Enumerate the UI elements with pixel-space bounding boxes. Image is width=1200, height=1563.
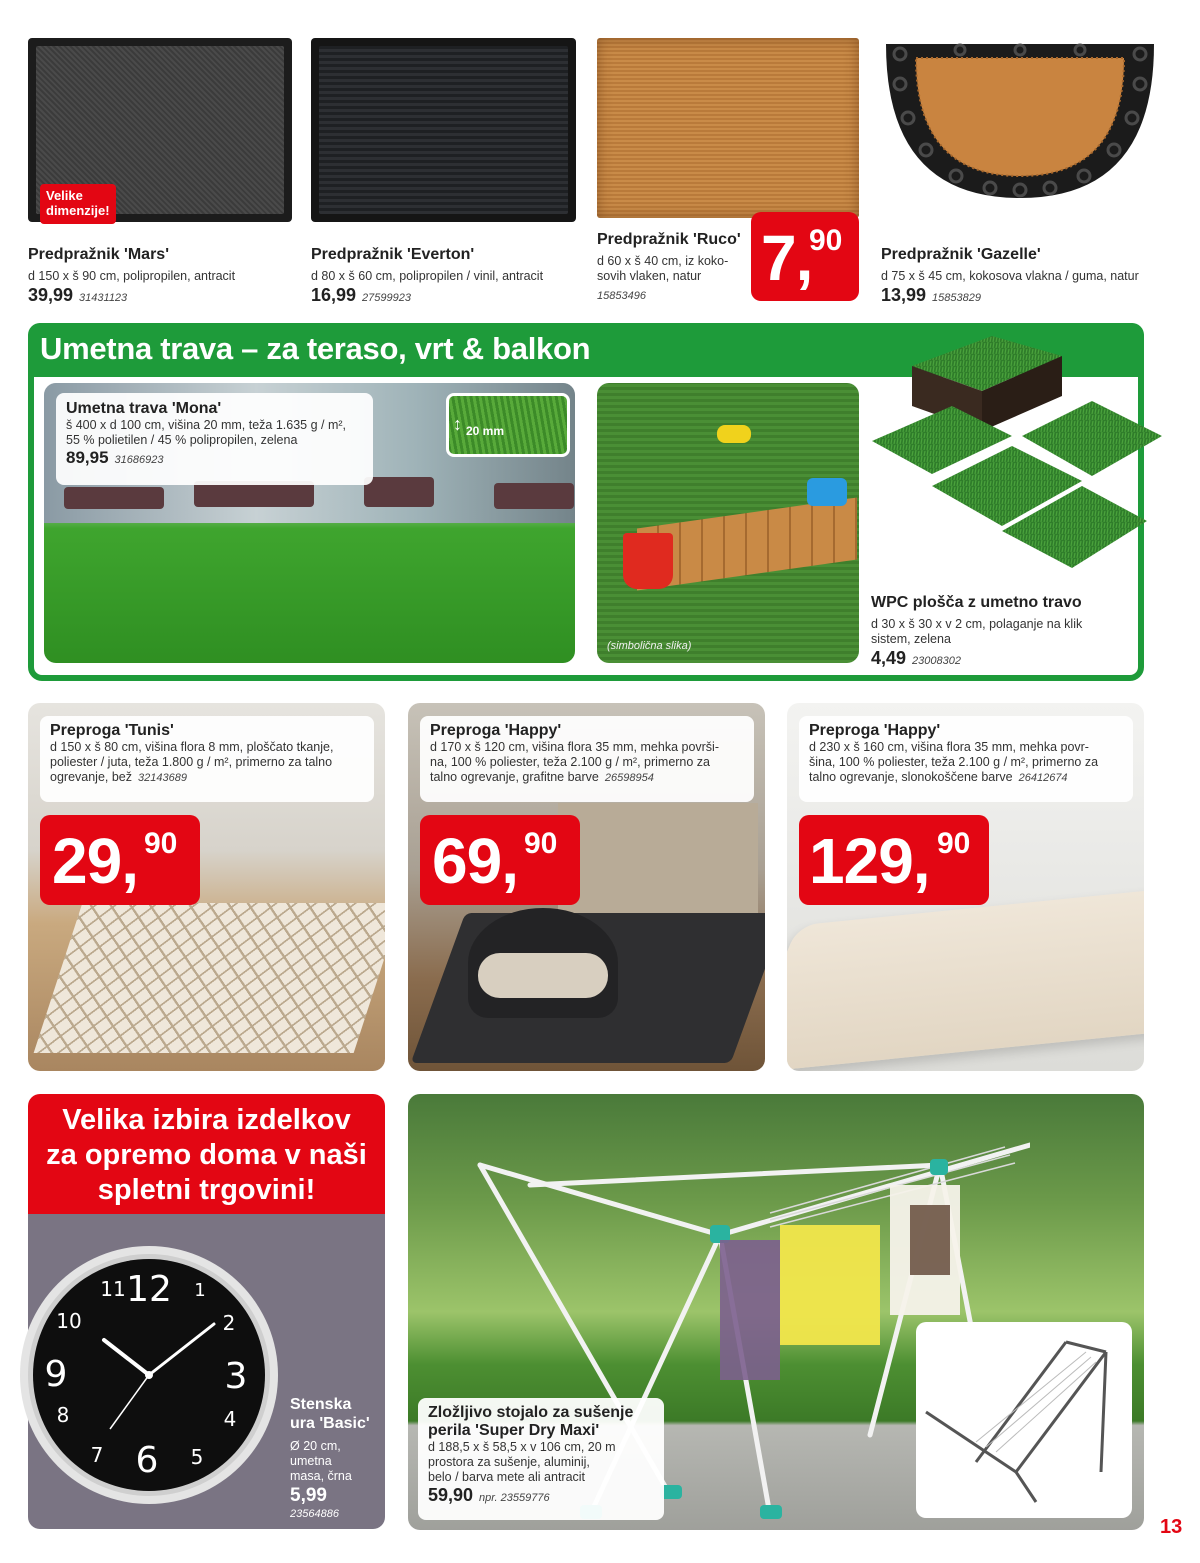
mona-code: 31686923: [114, 454, 164, 466]
promo-line-3: spletni trgovini!: [97, 1174, 316, 1206]
everton-title: Predpražnik 'Everton': [311, 246, 475, 263]
mars-code: 31431123: [79, 292, 128, 304]
svg-text:2: 2: [222, 1311, 236, 1335]
happy-graphite-description-1: d 170 x š 120 cm, višina flora 35 mm, mehka površi-: [430, 740, 720, 754]
happy-graphite-description-3: [430, 770, 744, 786]
wpc-tiles-image: [872, 336, 1162, 584]
svg-text:9: 9: [44, 1354, 68, 1395]
drying-rack-inset-image: [916, 1322, 1132, 1518]
happy-graphite-title: Preproga 'Happy': [430, 722, 562, 739]
clock-description-2: umetna: [290, 1454, 332, 1468]
everton-description: d 80 x š 60 cm, polipropilen / vinil, antracit: [311, 269, 544, 283]
promo-line-1: Velika izbira izdelkov: [62, 1104, 351, 1136]
tunis-price-cents: 90: [144, 827, 178, 860]
drying-rack-title-1: Zložljivo stojalo za sušenje: [428, 1404, 634, 1421]
ruco-price-main: 7,: [761, 222, 813, 294]
drying-rack-price: 59,90: [428, 1485, 474, 1505]
clock-description-3: masa, črna: [290, 1469, 352, 1483]
gazelle-price-row: [881, 285, 981, 306]
mona-price-row: [66, 448, 363, 468]
mona-description-1: š 400 x d 100 cm, višina 20 mm, teža 1.635 g / m²,: [66, 418, 346, 432]
mars-title: Predpražnik 'Mars': [28, 246, 169, 263]
svg-text:4: 4: [223, 1407, 237, 1431]
clock-code: 23564886: [290, 1508, 339, 1520]
drying-rack-info-card: [418, 1398, 664, 1520]
clock-title-2: ura 'Basic': [290, 1415, 370, 1432]
ruco-description-1: d 60 x š 40 cm, iz koko-: [597, 254, 729, 268]
happy-ivory-price-badge: [799, 815, 989, 905]
drying-rack-price-row: [428, 1485, 654, 1506]
page-number: 13: [1160, 1516, 1183, 1538]
mona-info-card: [56, 393, 373, 485]
happy-ivory-description-2: šina, 100 % poliester, teža 2.100 g / m², primerno za: [809, 755, 1099, 769]
svg-text:12: 12: [126, 1269, 172, 1310]
grass-height-inset: [446, 393, 570, 457]
drying-rack-description-3: belo / barva mete ali antracit: [428, 1470, 586, 1484]
happy-ivory-info-card: [799, 716, 1133, 802]
wpc-description-1: d 30 x š 30 x v 2 cm, polaganje na klik: [871, 617, 1083, 631]
grass-height-label: 20 mm: [466, 424, 505, 438]
tunis-title: Preproga 'Tunis': [50, 722, 174, 739]
gazelle-title: Predpražnik 'Gazelle': [881, 246, 1041, 263]
mars-description: d 150 x š 90 cm, polipropilen, antracit: [28, 269, 236, 283]
drying-rack-code: npr. 23559776: [479, 1492, 550, 1504]
height-arrow-icon: ↕: [453, 414, 462, 434]
happy-graphite-description-3-text: talno ogrevanje, grafitne barve: [430, 770, 599, 784]
everton-price-row: [311, 285, 411, 306]
wpc-code: 23008302: [912, 655, 961, 667]
gazelle-description: d 75 x š 45 cm, kokosova vlakna / guma, natur: [881, 269, 1139, 283]
clock-price: 5,99: [290, 1485, 327, 1506]
drying-rack-title-2: perila 'Super Dry Maxi': [428, 1422, 600, 1439]
svg-text:10: 10: [56, 1309, 82, 1333]
ruco-doormat-image: [597, 38, 859, 218]
wall-clock-image: [18, 1244, 280, 1506]
happy-graphite-price-cents: 90: [524, 827, 558, 860]
tunis-description-3-text: ogrevanje, bež: [50, 770, 133, 784]
ruco-code: 15853496: [597, 290, 646, 302]
ruco-description-2: sovih vlaken, natur: [597, 269, 702, 283]
gazelle-doormat-image: [880, 38, 1160, 204]
mona-price: 89,95: [66, 448, 109, 467]
everton-price: 16,99: [311, 285, 357, 305]
happy-ivory-price-main: 129,: [809, 825, 930, 897]
tunis-price-main: 29,: [52, 825, 138, 897]
ruco-price-badge: [751, 212, 859, 301]
drying-rack-description-2: prostora za sušenje, aluminij,: [428, 1455, 590, 1469]
wpc-price-row: [871, 648, 961, 669]
symbolic-image-note: (simbolična slika): [607, 640, 692, 652]
mona-description-2: 55 % polietilen / 45 % polipropilen, zelena: [66, 433, 298, 447]
happy-graphite-info-card: [420, 716, 754, 802]
clock-title-1: Stenska: [290, 1396, 352, 1413]
tunis-code: 32143689: [138, 772, 187, 784]
gazelle-code: 15853829: [932, 292, 981, 304]
svg-text:11: 11: [100, 1277, 126, 1301]
large-size-badge: Velike dimenzije!: [40, 184, 116, 224]
ruco-price-cents: 90: [809, 224, 843, 257]
grass-tiles-patio-image: [597, 383, 859, 663]
svg-text:7: 7: [90, 1443, 104, 1467]
happy-ivory-title: Preproga 'Happy': [809, 722, 941, 739]
tunis-description-1: d 150 x š 80 cm, višina flora 8 mm, ploščato tkanje,: [50, 740, 334, 754]
mars-price: 39,99: [28, 285, 74, 305]
grass-section-title: Umetna trava – za teraso, vrt & balkon: [40, 331, 591, 366]
wpc-title: WPC plošča z umetno travo: [871, 594, 1082, 611]
happy-ivory-description-1: d 230 x š 160 cm, višina flora 35 mm, mehka povr-: [809, 740, 1089, 754]
happy-ivory-description-3: [809, 770, 1123, 786]
svg-text:6: 6: [135, 1440, 159, 1481]
everton-doormat-image: [311, 38, 576, 222]
happy-graphite-description-2: na, 100 % poliester, teža 2.100 g / m², primerno za: [430, 755, 711, 769]
tunis-description-2: poliester / juta, teža 1.800 g / m², primerno za talno: [50, 755, 333, 769]
svg-text:5: 5: [190, 1445, 204, 1469]
drying-rack-description-1: d 188,5 x š 58,5 x v 106 cm, 20 m: [428, 1440, 616, 1454]
mars-price-row: [28, 285, 127, 306]
happy-graphite-code: 26598954: [604, 772, 654, 784]
tunis-description-3: [50, 770, 364, 786]
clock-description-1: Ø 20 cm,: [290, 1439, 341, 1453]
wpc-description-2: sistem, zelena: [871, 632, 951, 646]
happy-graphite-price-badge: [420, 815, 580, 905]
ruco-title: Predpražnik 'Ruco': [597, 231, 741, 248]
svg-text:1: 1: [194, 1280, 206, 1301]
happy-ivory-code: 26412674: [1018, 772, 1068, 784]
happy-ivory-price-cents: 90: [937, 827, 971, 860]
promo-line-2: za opremo doma v naši: [46, 1139, 367, 1171]
tunis-info-card: [40, 716, 374, 802]
mona-title: Umetna trava 'Mona': [66, 400, 222, 417]
svg-text:8: 8: [56, 1403, 70, 1427]
tunis-price-badge: [40, 815, 200, 905]
everton-code: 27599923: [362, 292, 411, 304]
svg-text:3: 3: [224, 1356, 248, 1397]
happy-ivory-description-3-text: talno ogrevanje, slonokoščene barve: [809, 770, 1013, 784]
happy-graphite-price-main: 69,: [432, 825, 518, 897]
gazelle-price: 13,99: [881, 285, 927, 305]
wpc-price: 4,49: [871, 648, 907, 668]
